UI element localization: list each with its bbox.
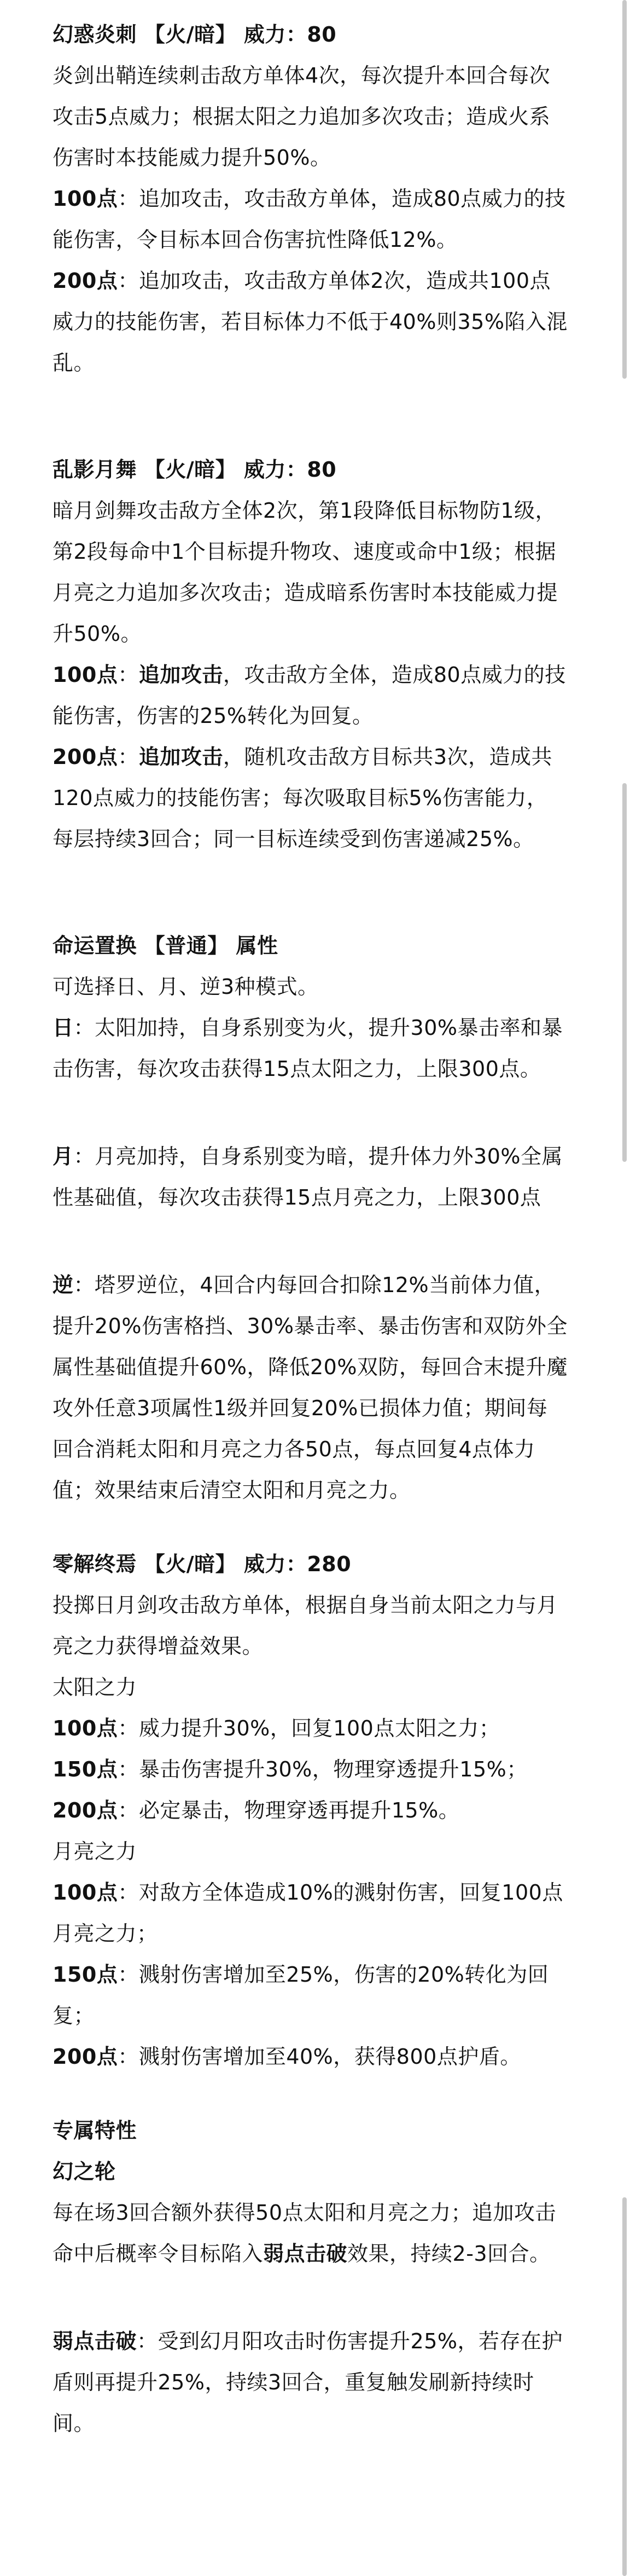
tier-text: ：暴击伤害提升30%，物理穿透提升15%； (118, 1757, 528, 1781)
mode-text: ：太阳加持，自身系别变为火，提升30%暴击率和暴 (73, 1016, 563, 1040)
tier-text: ：溅射伤害增加至40%，获得800点护盾。 (118, 2045, 521, 2069)
tier-text-line: 每层持续3回合；同一目标连续受到伤害递减25%。 (52, 827, 534, 851)
tier-label: 100点 (52, 663, 118, 687)
mode-label: 日 (52, 1016, 74, 1040)
paragraph-spacer (52, 2274, 607, 2321)
scrollbar[interactable] (620, 0, 630, 2526)
tier-label: 150点 (52, 1757, 118, 1781)
mode-moon-line (52, 1136, 607, 1177)
scrollbar-thumb[interactable] (622, 783, 627, 1162)
skill-desc-line: 伤害时本技能威力提升50%。 (52, 146, 331, 170)
tier-text-line: 月亮之力； (52, 1921, 158, 1946)
tier-text-line: 威力的技能伤害，若目标体力不低于40%则35%陷入混 (52, 310, 568, 334)
trait-subtitle: 幻之轮 (52, 2160, 116, 2184)
trait-title: 专属特性 (52, 2118, 137, 2143)
weak-point-text: ：受到幻月阳攻击时伤害提升25%，若存在护 (137, 2329, 563, 2353)
mode-label: 月 (52, 1144, 74, 1168)
tier-text-line: 乱。 (52, 351, 95, 375)
section-spacer (52, 860, 607, 925)
trait-desc-line (52, 2233, 607, 2274)
skill-title-2: 乱影月舞 【火/暗】 威力：80 (52, 458, 337, 482)
skill-desc-line: 第2段每命中1个目标提升物攻、速度或命中1级；根据 (52, 540, 557, 564)
mode-text-line: 属性基础值提升60%，降低20%双防，每回合末提升魔 (52, 1355, 568, 1379)
tier-100-line (52, 178, 607, 219)
sun-heading: 太阳之力 (52, 1675, 137, 1699)
mode-text-line: 攻外任意3项属性1级并回复20%已损体力值；期间每 (52, 1396, 548, 1420)
trait-text: 效果，持续2-3回合。 (347, 2242, 551, 2266)
tier-text: ：追加攻击，攻击敌方单体，造成80点威力的技 (118, 187, 566, 211)
mode-label: 逆 (52, 1273, 74, 1297)
mode-text: ：月亮加持，自身系别变为暗，提升体力外30%全属 (73, 1144, 563, 1168)
tier-bold-term: 追加攻击 (138, 663, 223, 687)
section-spacer (52, 384, 607, 449)
tier-label: 100点 (52, 1880, 118, 1904)
moon-tier-line (52, 2036, 607, 2077)
tier-text-line: 能伤害，令目标本回合伤害抗性降低12%。 (52, 228, 458, 252)
skill-desc-line: 炎剑出鞘连续刺击敌方单体4次，每次提升本回合每次 (52, 63, 551, 88)
skill-desc-line: 月亮之力追加多次攻击；造成暗系伤害时本技能威力提 (52, 581, 558, 605)
tier-text: ：对敌方全体造成10%的溅射伤害，回复100点 (118, 1880, 563, 1904)
skill-desc-line: 暗月剑舞攻击敌方全体2次，第1段降低目标物防1级， (52, 499, 557, 523)
tier-text: ：必定暴击，物理穿透再提升15%。 (118, 1798, 460, 1822)
mode-text-line: 回合消耗太阳和月亮之力各50点，每点回复4点体力 (52, 1437, 535, 1461)
mode-text-line: 性基础值，每次攻击获得15点月亮之力，上限300点 (52, 1185, 541, 1209)
tier-label: 200点 (52, 269, 118, 293)
weak-point-term: 弱点击破 (263, 2242, 348, 2266)
tier-text: ，攻击敌方全体，造成80点威力的技 (223, 663, 566, 687)
mode-text: ：塔罗逆位，4回合内每回合扣除12%当前体力值， (73, 1273, 556, 1297)
mode-text-line: 值；效果结束后清空太阳和月亮之力。 (52, 1478, 411, 1502)
tier-colon: ： (118, 663, 139, 687)
skill-desc-line: 亮之力获得增益效果。 (52, 1634, 264, 1658)
moon-tier-line (52, 1872, 607, 1913)
skill-desc-line: 升50%。 (52, 622, 142, 646)
tier-colon: ： (118, 745, 139, 769)
tier-label: 150点 (52, 1963, 118, 1987)
weak-point-line (52, 2321, 607, 2362)
mode-text-line: 击伤害，每次攻击获得15点太阳之力，上限300点。 (52, 1057, 541, 1081)
tier-200-line (52, 261, 607, 302)
scrollbar-thumb[interactable] (622, 0, 627, 379)
skill-desc-line: 攻击5点威力；根据太阳之力追加多次攻击；造成火系 (52, 105, 551, 129)
mode-text-line: 提升20%伤害格挡、30%暴击率、暴击伤害和双防外全 (52, 1314, 568, 1338)
tier-text: ：溅射伤害增加至25%，伤害的20%转化为回 (118, 1963, 549, 1987)
mode-sun-line (52, 1008, 607, 1049)
tier-text-line: 能伤害，伤害的25%转化为回复。 (52, 704, 374, 728)
skill-desc-line: 投掷日月剑攻击敌方单体，根据自身当前太阳之力与月 (52, 1593, 558, 1617)
sun-tier-line (52, 1749, 607, 1790)
sun-tier-line (52, 1790, 607, 1831)
weak-point-text-line: 盾则再提升25%，持续3回合，重复触发刷新持续时 (52, 2370, 534, 2394)
tier-label: 200点 (52, 745, 118, 769)
tier-text-line: 复； (52, 2004, 95, 2028)
tier-200-line (52, 737, 607, 778)
moon-heading: 月亮之力 (52, 1839, 137, 1863)
sun-tier-line (52, 1708, 607, 1749)
tier-label: 100点 (52, 1716, 118, 1740)
mode-intro: 可选择日、月、逆3种模式。 (52, 975, 319, 999)
moon-tier-line (52, 1954, 607, 1995)
mode-reverse-line (52, 1265, 607, 1306)
skill-title-4: 零解终焉 【火/暗】 威力：280 (52, 1552, 352, 1576)
tier-text-line: 120点威力的技能伤害；每次吸取目标5%伤害能力， (52, 786, 548, 810)
trait-desc-line: 每在场3回合额外获得50点太阳和月亮之力；追加攻击 (52, 2201, 557, 2225)
tier-bold-term: 追加攻击 (138, 745, 223, 769)
trait-text: 命中后概率令目标陷入 (52, 2242, 264, 2266)
paragraph-spacer (52, 1090, 607, 1136)
tier-label: 200点 (52, 1798, 118, 1822)
weak-point-label: 弱点击破 (52, 2329, 137, 2353)
skill-title-1: 幻惑炎刺 【火/暗】 威力：80 (52, 22, 337, 47)
weak-point-text-line: 间。 (52, 2411, 95, 2435)
skill-title-3: 命运置换 【普通】 属性 (52, 934, 278, 958)
tier-label: 200点 (52, 2045, 118, 2069)
section-spacer (52, 2077, 607, 2110)
scrollbar-thumb[interactable] (622, 2197, 627, 2576)
tier-text: ：威力提升30%，回复100点太阳之力； (118, 1716, 500, 1740)
paragraph-spacer (52, 1218, 607, 1265)
tier-text: ：追加攻击，攻击敌方单体2次，造成共100点 (118, 269, 551, 293)
tier-label: 100点 (52, 187, 118, 211)
tier-100-line (52, 655, 607, 696)
tier-text: ，随机攻击敌方目标共3次，造成共 (223, 745, 553, 769)
section-spacer (52, 1511, 607, 1544)
